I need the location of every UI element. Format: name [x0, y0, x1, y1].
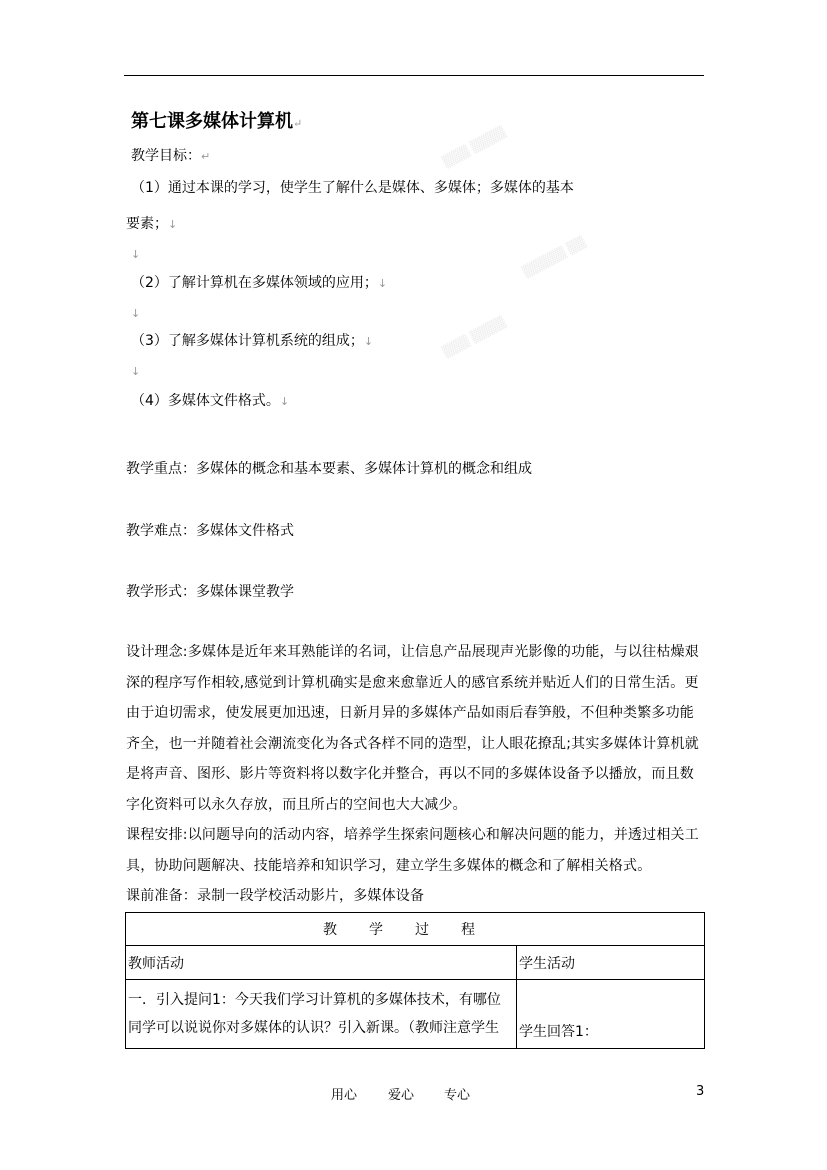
line-break-icon: ↓	[131, 248, 141, 261]
goal-item-1-continued	[126, 214, 177, 235]
line-break-icon: ↓	[168, 218, 178, 231]
watermark: ▒▒▒ ▒▒▒▒	[440, 124, 508, 170]
line-break-icon: ↓	[131, 365, 141, 378]
header-rule	[124, 75, 704, 76]
line-break-icon: ↓	[131, 307, 141, 320]
goal-item-4	[131, 391, 289, 412]
teacher-activity-cell: 一．引入提问1：今天我们学习计算机的多媒体技术，有哪位同学可以说说你对多媒体的认识？引入新课。（教师注意学生	[126, 980, 517, 1049]
page-number: 3	[696, 1084, 705, 1099]
watermark: ▒▒▒ ▒▒▒▒	[440, 314, 508, 360]
goal-item-1-tail: 要素；	[126, 216, 168, 232]
course-arrangement: 课程安排:以问题导向的活动内容，培养学生探索问题核心和解决问题的能力，并透过相关工具，协助问题解决、技能培养和知识学习，建立学生多媒体的概念和了解相关格式。	[126, 827, 699, 874]
goal-item-3	[131, 331, 373, 352]
goals-heading	[131, 146, 210, 167]
footer-item-1: 用心	[331, 1088, 358, 1103]
paragraph-mark-icon: ↵	[293, 117, 303, 130]
goal-item-4-text: （4）多媒体文件格式。	[131, 393, 280, 409]
footer-item-2: 爱心	[388, 1088, 415, 1103]
line-break-icon: ↓	[377, 277, 388, 290]
teaching-form: 教学形式：多媒体课堂教学	[126, 584, 294, 600]
teacher-activity-header: 教师活动	[126, 946, 517, 980]
goals-heading-text: 教学目标：	[131, 148, 201, 164]
student-activity-cell: 学生回答1：	[517, 980, 705, 1049]
goal-item-1: （1）通过本课的学习，使学生了解什么是媒体、多媒体；多媒体的基本	[131, 180, 574, 196]
goal-item-2	[131, 273, 387, 294]
process-table	[125, 912, 705, 1049]
paragraph-mark-icon: ↵	[201, 150, 211, 163]
student-activity-header: 学生活动	[517, 946, 705, 980]
goal-item-2-text: （2）了解计算机在多媒体领域的应用；	[131, 275, 378, 291]
page-title	[131, 107, 302, 133]
watermark: ▒▒▒▒▒ ▒▒	[520, 234, 588, 280]
line-break-icon: ↓	[279, 395, 290, 408]
title-text: 第七课多媒体计算机	[131, 111, 293, 132]
footer-item-3: 专心	[444, 1088, 471, 1103]
difficulties: 教学难点：多媒体文件格式	[126, 523, 294, 539]
preparation: 课前准备：录制一段学校活动影片，多媒体设备	[126, 888, 425, 904]
process-table-title: 教学过程	[126, 913, 705, 946]
goal-item-3-text: （3）了解多媒体计算机系统的组成；	[131, 333, 364, 349]
line-break-icon: ↓	[363, 335, 374, 348]
design-concept: 设计理念:多媒体是近年来耳熟能详的名词，让信息产品展现声光影像的功能，与以往枯燥艰深的程序写作相较,感觉到计算机确实是愈来愈靠近人的感官系统并贴近人们的日常生活。更由于迫切需求，使发展更加迅速，日新月异的多媒体产品如雨后春笋般，不但种类繁多功能齐全，也一并随着社会潮流变化为各式各样不同的造型，让人眼花撩乱;其实多媒体计算机就是将声音、图形、影片等资料将以数字化并整合，再以不同的多媒体设备予以播放，而且数字化资料可以永久存放，而且所占的空间也大大减少。	[126, 644, 699, 813]
key-points: 教学重点：多媒体的概念和基本要素、多媒体计算机的概念和组成	[126, 461, 532, 477]
